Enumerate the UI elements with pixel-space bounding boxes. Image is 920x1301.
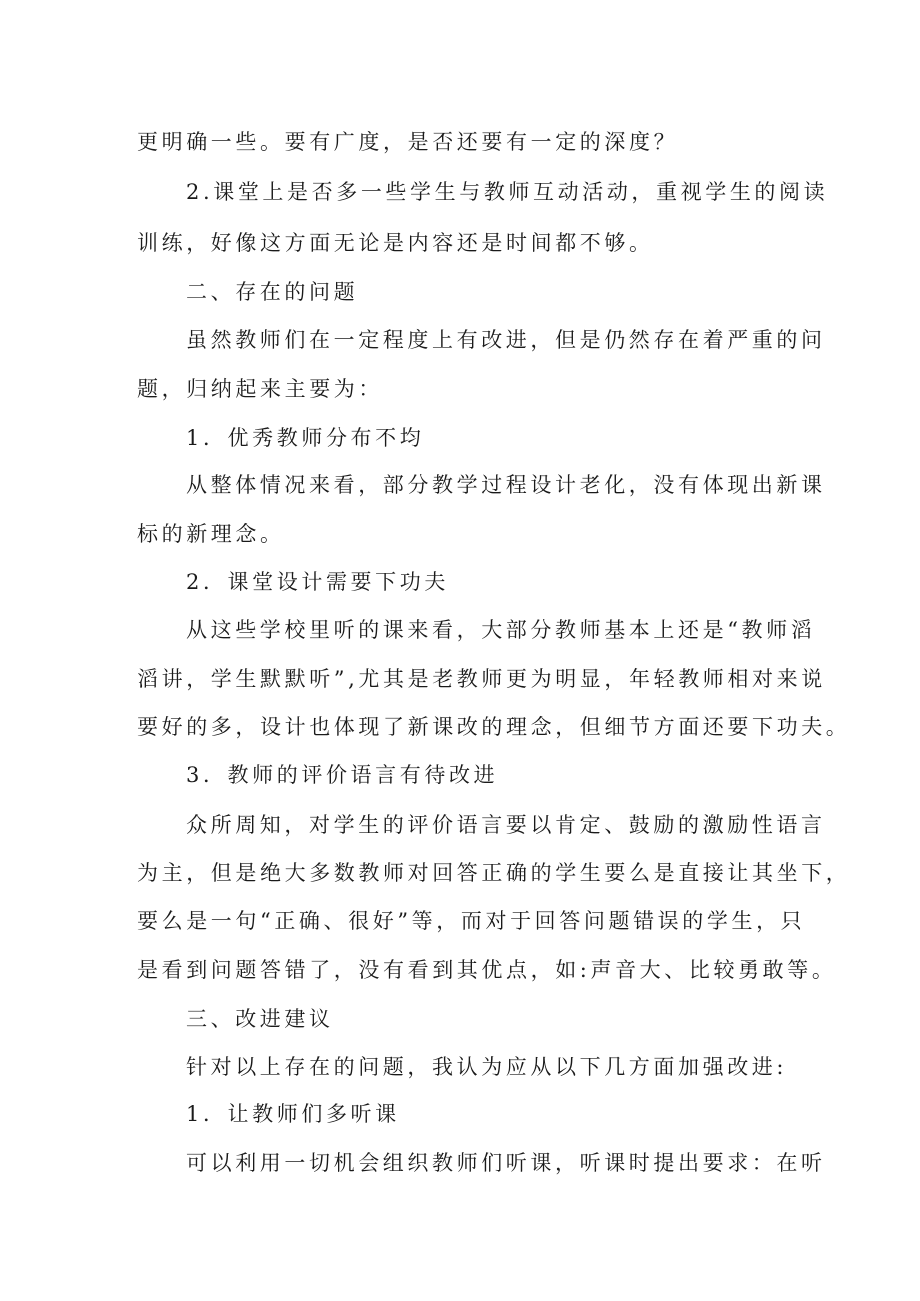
section-heading: 二、存在的问题 [186,280,359,304]
text-line: 标的新理念。 [137,522,285,546]
section-heading: 三、改进建议 [186,1007,334,1031]
text-line: 2.课堂上是否多一些学生与教师互动活动，重视学生的阅读 [186,180,829,204]
text-line: 虽然教师们在一定程度上有改进，但是仍然存在着严重的问 [186,328,826,352]
text-line: 更明确一些。要有广度，是否还要有一定的深度？ [137,130,679,154]
subheading: 2．课堂设计需要下功夫 [186,570,449,594]
subheading: 3．教师的评价语言有待改进 [186,763,499,787]
text-line: 题，归纳起来主要为： [137,377,383,401]
subheading: 1．让教师们多听课 [186,1102,400,1126]
text-line: 针对以上存在的问题，我认为应从以下几方面加强改进: [186,1055,788,1079]
text-line: 为主，但是绝大多数教师对回答正确的学生要么是直接让其坐下， [137,861,851,885]
text-line: 是看到问题答错了，没有看到其优点，如:声音大、比较勇敢等。 [137,958,837,982]
text-line: 滔讲，学生默默听”,尤其是老教师更为明显，年轻教师相对来说 [137,667,826,691]
text-line: 训练，好像这方面无论是内容还是时间都不够。 [137,231,654,255]
text-line: 从整体情况来看，部分教学过程设计老化，没有体现出新课 [186,473,826,497]
text-line: 从这些学校里听的课来看，大部分教师基本上还是“教师滔 [186,618,816,642]
text-line: 要好的多，设计也体现了新课改的理念，但细节方面还要下功夫。 [137,715,851,739]
text-line: 可以利用一切机会组织教师们听课，听课时提出要求：在听 [186,1151,826,1175]
text-line: 要么是一句“正确、很好”等，而对于回答问题错误的学生，只 [137,909,806,933]
text-line: 众所周知，对学生的评价语言要以肯定、鼓励的激励性语言 [186,813,826,837]
subheading: 1．优秀教师分布不均 [186,426,425,450]
